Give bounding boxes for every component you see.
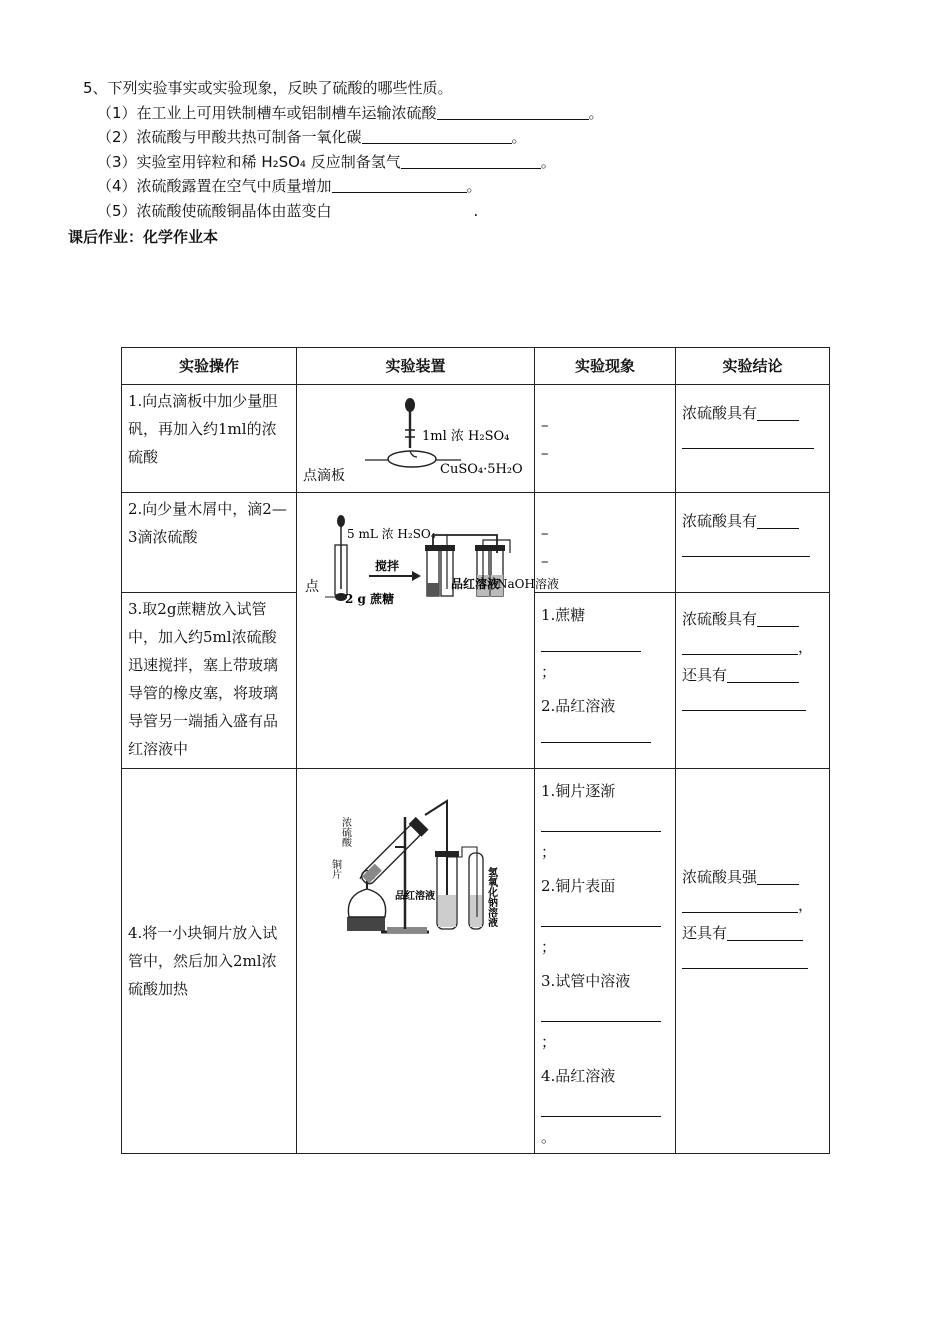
question-5: [83, 76, 783, 223]
answer-blank[interactable]: [541, 908, 661, 927]
answer-blank[interactable]: [541, 1003, 661, 1022]
phenomenon-cell: 1.蔗糖 ； 2.品红溶液: [535, 592, 676, 768]
naoh-label: 氢氧化钠溶液: [485, 867, 497, 927]
conclusion-cell: 浓硫酸具有: [676, 385, 830, 493]
pinred-label: 品红溶液: [395, 891, 435, 902]
table-header-row: [122, 348, 830, 385]
phenomenon-cell: – –: [535, 493, 676, 593]
phenomenon-cell: 1.铜片逐渐 ； 2.铜片表面 ； 3.试管中溶液 ； 4.品红溶液 。: [535, 769, 676, 1154]
table-row: [122, 769, 830, 1154]
answer-blank[interactable]: [541, 633, 641, 652]
dropper-label: 1ml 浓 H₂SO₄: [422, 429, 510, 444]
conclusion-cell: 浓硫酸具有 ， 还具有: [676, 592, 830, 768]
answer-blank[interactable]: [541, 1098, 661, 1117]
question-item: （4）浓硫酸露置在空气中质量增加 。: [97, 177, 482, 195]
spot-plate-diagram: [297, 385, 533, 483]
question-item: （3）实验室用锌粒和稀 H₂SO₄ 反应制备氢气 。: [97, 152, 556, 171]
question-item: （5）浓硫酸使硫酸铜晶体由蓝变白 .: [97, 201, 479, 220]
header-phenomenon: 实验现象: [535, 348, 676, 385]
table-row: [122, 493, 830, 593]
apparatus-cell: [297, 385, 535, 493]
copper-label: 铜片: [329, 859, 341, 879]
answer-blank[interactable]: [757, 866, 799, 885]
apparatus-cell: [297, 493, 559, 769]
table-row: [122, 385, 830, 493]
answer-blank[interactable]: [682, 950, 808, 969]
naoh-label: NaOH溶液: [497, 577, 559, 591]
answer-blank[interactable]: [682, 636, 798, 655]
answer-blank[interactable]: [401, 153, 541, 169]
answer-blank[interactable]: [757, 402, 799, 421]
sugar-label: 2 g 蔗糖: [345, 592, 395, 606]
experiment-table: [121, 347, 830, 1154]
operation-cell: 1.向点滴板中加少量胆矾，再加入约1ml的浓硫酸: [122, 385, 297, 493]
header-apparatus: 实验装置: [297, 348, 535, 385]
sugar-dehydration-diagram: [297, 493, 559, 759]
header-operation: 实验操作: [122, 348, 297, 385]
answer-blank[interactable]: [362, 128, 512, 144]
answer-blank[interactable]: [437, 104, 589, 120]
homework-note: 课后作业：化学作业本: [68, 228, 219, 246]
phenomenon-cell: – –: [535, 385, 676, 493]
answer-blank[interactable]: [682, 894, 798, 913]
answer-blank[interactable]: [682, 430, 814, 449]
conclusion-cell: 浓硫酸具有: [676, 493, 830, 593]
crystal-label: CuSO₄·5H₂O: [440, 462, 523, 477]
answer-blank[interactable]: [682, 692, 806, 711]
answer-blank[interactable]: [682, 538, 810, 557]
answer-blank[interactable]: [332, 177, 467, 193]
answer-blank[interactable]: [727, 664, 799, 683]
header-conclusion: 实验结论: [676, 348, 830, 385]
point-label: 点: [305, 579, 319, 595]
question-title: 5、下列实验事实或实验现象，反映了硫酸的哪些性质。: [83, 79, 453, 97]
acid-label: 5 mL 浓 H₂SO₄: [347, 527, 436, 541]
apparatus-cell: [297, 769, 535, 1154]
operation-cell: 3.取2g蔗糖放入试管中，加入约5ml浓硫酸迅速搅拌，塞上带玻璃导管的橡皮塞，将玻璃导管另一端插入盛有品红溶液中: [122, 592, 297, 768]
stir-label: 搅拌: [375, 559, 400, 573]
answer-blank[interactable]: [541, 813, 661, 832]
operation-cell: 4.将一小块铜片放入试管中，然后加入2ml浓硫酸加热: [122, 769, 297, 1154]
plate-label: 点滴板: [303, 468, 345, 484]
question-item: （1）在工业上可用铁制槽车或铝制槽车运输浓硫酸 。: [97, 103, 604, 122]
conclusion-cell: 浓硫酸具强 ， 还具有: [676, 769, 830, 1154]
answer-blank[interactable]: [757, 510, 799, 529]
copper-reaction-diagram: [297, 777, 533, 957]
answer-blank[interactable]: [727, 922, 803, 941]
operation-cell: 2.向少量木屑中，滴2—3滴浓硫酸: [122, 493, 297, 593]
answer-blank[interactable]: [541, 724, 651, 743]
pinred-label: 品红溶液: [451, 577, 500, 591]
acid-label: 浓硫酸: [339, 817, 351, 847]
answer-blank[interactable]: [757, 608, 799, 627]
question-item: （2）浓硫酸与甲酸共热可制备一氧化碳 。: [97, 128, 527, 146]
